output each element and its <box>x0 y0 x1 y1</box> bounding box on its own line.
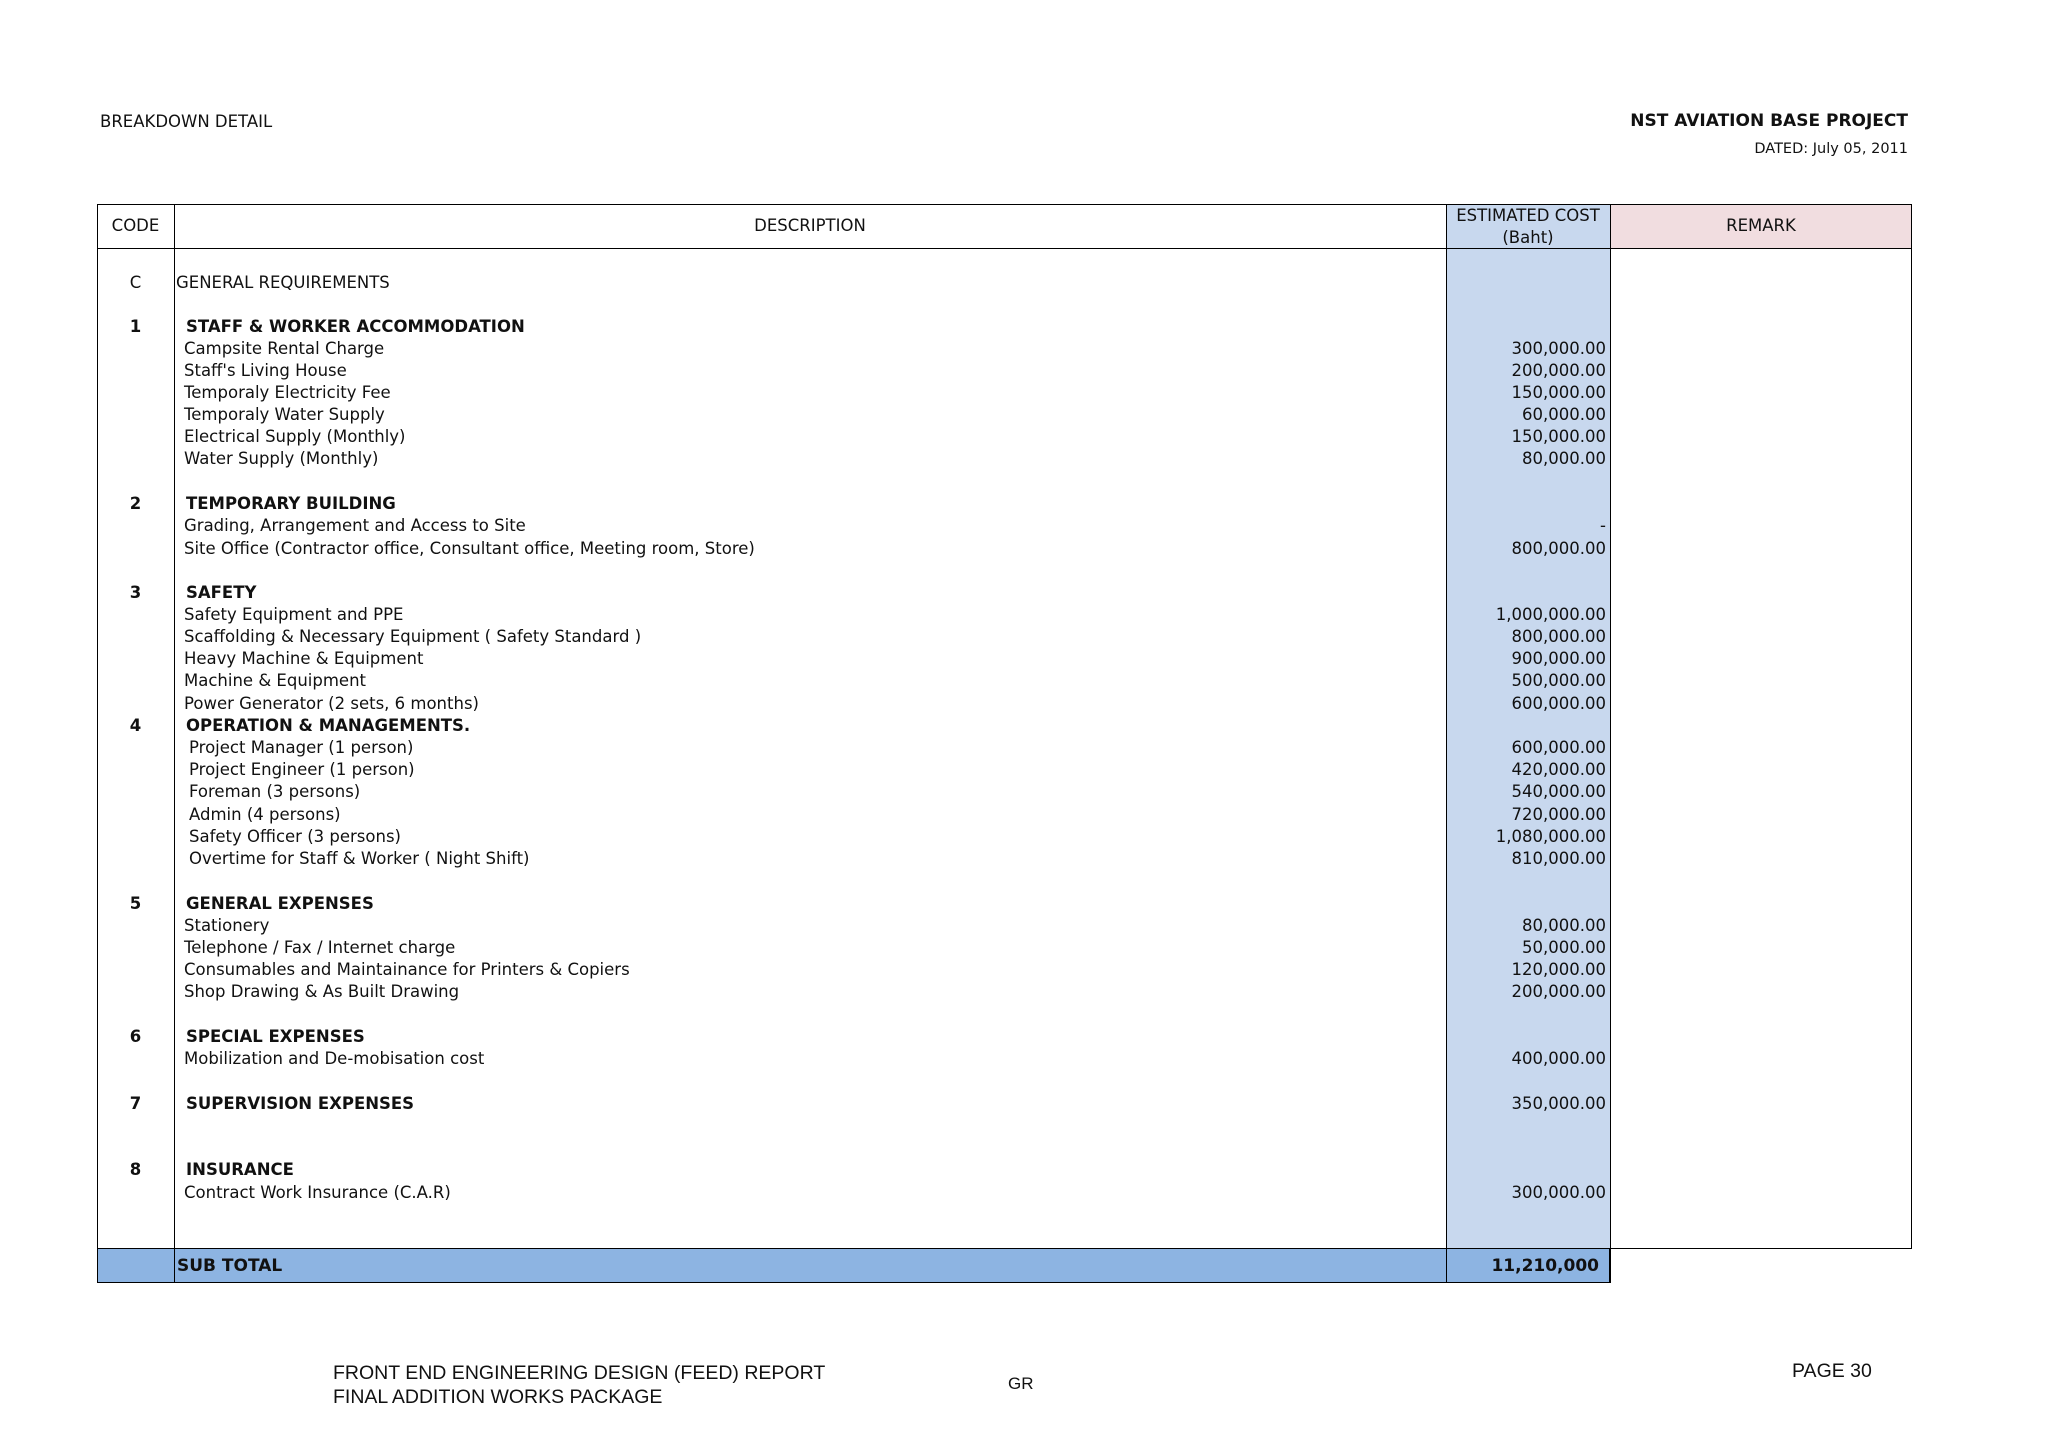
table-row <box>97 426 1912 448</box>
subtotal-label: SUB TOTAL <box>177 1256 283 1276</box>
row-code: 2 <box>129 494 142 513</box>
row-description: STAFF & WORKER ACCOMMODATION <box>186 317 525 336</box>
column-header-code: CODE <box>111 216 160 235</box>
table-row <box>97 316 1912 338</box>
row-code: 6 <box>129 1027 142 1046</box>
table-row <box>97 448 1912 470</box>
table-row <box>97 493 1912 515</box>
table-row <box>97 848 1912 870</box>
row-description: Power Generator (2 sets, 6 months) <box>184 694 479 713</box>
table-row <box>97 893 1912 915</box>
footer-report-title: FRONT END ENGINEERING DESIGN (FEED) REPORT <box>333 1362 826 1384</box>
row-description: Telephone / Fax / Internet charge <box>184 938 456 957</box>
row-cost: 1,080,000.00 <box>1495 827 1606 846</box>
table-row <box>97 582 1912 604</box>
row-description: Safety Equipment and PPE <box>184 605 404 624</box>
row-cost: 200,000.00 <box>1511 982 1606 1001</box>
row-description: Mobilization and De-mobisation cost <box>184 1049 485 1068</box>
row-description: Temporaly Water Supply <box>184 405 385 424</box>
table-row <box>97 715 1912 737</box>
row-cost: 150,000.00 <box>1511 427 1606 446</box>
row-cost: 150,000.00 <box>1511 383 1606 402</box>
table-row <box>97 981 1912 1003</box>
row-description: Admin (4 persons) <box>189 805 341 824</box>
row-description: OPERATION & MANAGEMENTS. <box>186 716 471 735</box>
row-code: 1 <box>129 317 142 336</box>
row-description: Overtime for Staff & Worker ( Night Shift) <box>189 849 530 868</box>
row-cost: 500,000.00 <box>1511 671 1606 690</box>
breakdown-title: BREAKDOWN DETAIL <box>100 112 273 131</box>
row-cost: 800,000.00 <box>1511 539 1606 558</box>
row-description: Shop Drawing & As Built Drawing <box>184 982 460 1001</box>
table-row <box>97 272 1912 294</box>
row-description: Stationery <box>184 916 270 935</box>
row-description: SPECIAL EXPENSES <box>186 1027 365 1046</box>
row-description: Staff's Living House <box>184 361 347 380</box>
subtotal-row <box>97 1248 1610 1283</box>
row-description: Project Manager (1 person) <box>189 738 414 757</box>
row-description: Scaffolding & Necessary Equipment ( Safety Standard ) <box>184 627 642 646</box>
footer-package-title: FINAL ADDITION WORKS PACKAGE <box>333 1386 663 1408</box>
row-description: Consumables and Maintainance for Printers & Copiers <box>184 960 630 979</box>
row-cost: 600,000.00 <box>1511 738 1606 757</box>
row-description: Water Supply (Monthly) <box>184 449 379 468</box>
row-description: Project Engineer (1 person) <box>189 760 415 779</box>
row-code: 7 <box>129 1094 142 1113</box>
row-description: Electrical Supply (Monthly) <box>184 427 406 446</box>
row-cost: 900,000.00 <box>1511 649 1606 668</box>
column-header-estimated-cost: ESTIMATED COST <box>1456 206 1600 225</box>
table-row <box>97 915 1912 937</box>
row-cost: 600,000.00 <box>1511 694 1606 713</box>
column-header-remark: REMARK <box>1726 216 1796 235</box>
row-cost: 80,000.00 <box>1522 449 1606 468</box>
row-description: Heavy Machine & Equipment <box>184 649 424 668</box>
row-description: SUPERVISION EXPENSES <box>186 1094 415 1113</box>
row-description: Temporaly Electricity Fee <box>184 383 391 402</box>
row-description: Grading, Arrangement and Access to Site <box>184 516 526 535</box>
table-row <box>97 826 1912 848</box>
row-cost: 300,000.00 <box>1511 1183 1606 1202</box>
row-description: TEMPORARY BUILDING <box>186 494 396 513</box>
table-row <box>97 1159 1912 1181</box>
row-cost: 300,000.00 <box>1511 339 1606 358</box>
table-row <box>97 338 1912 360</box>
table-row <box>97 1182 1912 1204</box>
row-cost: 810,000.00 <box>1511 849 1606 868</box>
row-description: INSURANCE <box>186 1160 294 1179</box>
row-description: Foreman (3 persons) <box>189 782 361 801</box>
row-code: 5 <box>129 894 142 913</box>
table-row <box>97 626 1912 648</box>
table-row <box>97 382 1912 404</box>
row-cost: 420,000.00 <box>1511 760 1606 779</box>
footer-section-code: GR <box>1008 1374 1034 1393</box>
table-row <box>97 781 1912 803</box>
table-row <box>97 604 1912 626</box>
table-row <box>97 804 1912 826</box>
row-cost: 400,000.00 <box>1511 1049 1606 1068</box>
row-description: Contract Work Insurance (C.A.R) <box>184 1183 451 1202</box>
column-header-cost-unit: (Baht) <box>1502 228 1554 247</box>
table-row <box>97 693 1912 715</box>
row-description: Safety Officer (3 persons) <box>189 827 401 846</box>
table-row <box>97 959 1912 981</box>
row-code: 3 <box>129 583 142 602</box>
row-cost: 60,000.00 <box>1522 405 1606 424</box>
row-cost: 200,000.00 <box>1511 361 1606 380</box>
table-row <box>97 737 1912 759</box>
row-cost: 800,000.00 <box>1511 627 1606 646</box>
row-cost: 720,000.00 <box>1511 805 1606 824</box>
table-row <box>97 670 1912 692</box>
subtotal-value: 11,210,000 <box>1491 1256 1599 1276</box>
row-cost: 120,000.00 <box>1511 960 1606 979</box>
row-code: C <box>129 273 142 292</box>
document-date: DATED: July 05, 2011 <box>1754 141 1908 157</box>
row-description: SAFETY <box>186 583 257 602</box>
row-code: 8 <box>129 1160 142 1179</box>
table-row <box>97 515 1912 537</box>
table-row <box>97 1048 1912 1070</box>
row-cost: 350,000.00 <box>1511 1094 1606 1113</box>
table-row <box>97 759 1912 781</box>
row-description: GENERAL REQUIREMENTS <box>176 273 390 292</box>
project-title: NST AVIATION BASE PROJECT <box>1630 111 1908 131</box>
table-row <box>97 360 1912 382</box>
table-row <box>97 1093 1912 1115</box>
table-row <box>97 937 1912 959</box>
row-code: 4 <box>129 716 142 735</box>
table-row <box>97 648 1912 670</box>
row-description: Site Office (Contractor office, Consultant office, Meeting room, Store) <box>184 539 755 558</box>
table-row <box>97 538 1912 560</box>
table-row <box>97 404 1912 426</box>
row-description: Campsite Rental Charge <box>184 339 385 358</box>
row-description: Machine & Equipment <box>184 671 366 690</box>
column-header-description: DESCRIPTION <box>754 216 866 235</box>
page-number: PAGE 30 <box>1792 1360 1872 1382</box>
row-cost: 1,000,000.00 <box>1495 605 1606 624</box>
row-cost: 50,000.00 <box>1522 938 1606 957</box>
header-divider <box>97 248 1912 249</box>
row-description: GENERAL EXPENSES <box>186 894 374 913</box>
row-cost: - <box>1600 516 1606 535</box>
subtotal-divider <box>174 1248 175 1283</box>
row-cost: 540,000.00 <box>1511 782 1606 801</box>
row-cost: 80,000.00 <box>1522 916 1606 935</box>
table-row <box>97 1026 1912 1048</box>
